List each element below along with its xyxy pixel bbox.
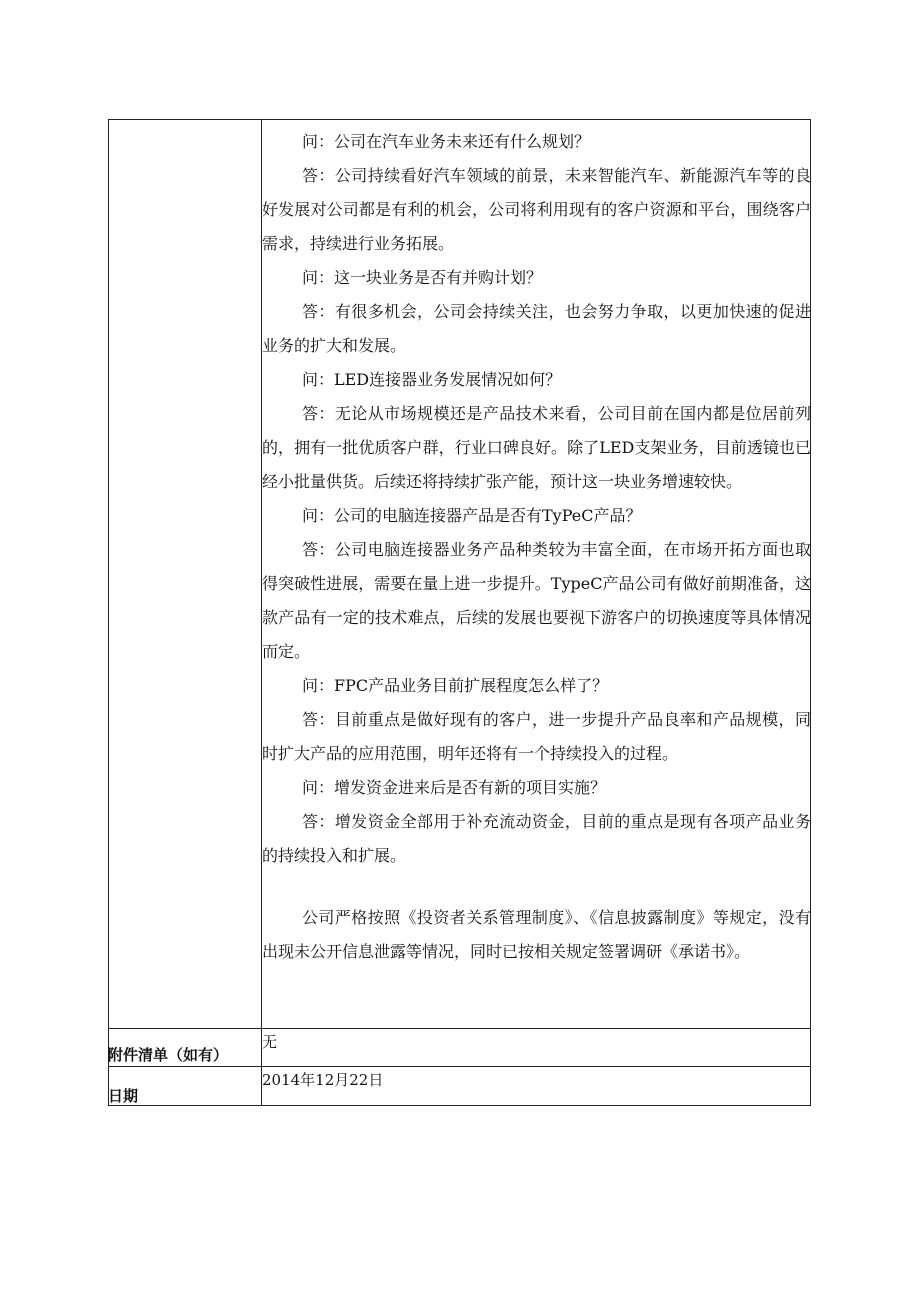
date-value: 2014年12月22日 <box>262 1071 384 1089</box>
answer-1: 答：公司持续看好汽车领域的前景，未来智能汽车、新能源汽车等的良好发展对公司都是有利的机会，公司将利用现有的客户资源和平台，围绕客户需求，持续进行业务拓展。 <box>262 166 811 253</box>
question-6: 问：增发资金进来后是否有新的项目实施？ <box>302 778 607 797</box>
answer-3: 答：无论从市场规模还是产品技术来看，公司目前在国内都是位居前列的，拥有一批优质客户群，行业口碑良好。除了LED支架业务，目前透镜也已经小批量供货。后续还将持续扩张产能，预计这一块业务增速较快。 <box>262 404 811 491</box>
record-table <box>108 119 811 1106</box>
answer-6: 答：增发资金全部用于补充流动资金，目前的重点是现有各项产品业务的持续投入和扩展。 <box>262 812 811 865</box>
answer-5: 答：目前重点是做好现有的客户，进一步提升产品良率和产品规模，同时扩大产品的应用范围，明年还将有一个持续投入的过程。 <box>262 710 811 763</box>
question-4: 问：公司的电脑连接器产品是否有TyPeC产品？ <box>302 506 642 525</box>
answer-2: 答：有很多机会，公司会持续关注，也会努力争取，以更加快速的促进业务的扩大和发展。 <box>262 302 811 355</box>
question-5: 问：FPC产品业务目前扩展程度怎么样了？ <box>302 676 609 695</box>
compliance-statement: 公司严格按照《投资者关系管理制度》、《信息披露制度》等规定，没有出现未公开信息泄露等情况，同时已按相关规定签署调研《承诺书》。 <box>262 908 811 961</box>
question-3: 问：LED连接器业务发展情况如何？ <box>302 370 562 389</box>
row-divider-attachments <box>108 1028 811 1029</box>
answer-4: 答：公司电脑连接器业务产品种类较为丰富全面，在市场开拓方面也取得突破性进展，需要在量上进一步提升。TypeC产品公司有做好前期准备，这款产品有一定的技术难点，后续的发展也要视下游客户的切换速度等具体情况而定。 <box>262 540 811 661</box>
date-label: 日期 <box>108 1087 139 1105</box>
question-1: 问：公司在汽车业务未来还有什么规划？ <box>302 132 591 151</box>
question-2: 问：这一块业务是否有并购计划？ <box>302 268 543 287</box>
attachments-label: 附件清单（如有） <box>108 1046 229 1064</box>
row-divider-date <box>108 1066 811 1067</box>
attachments-value: 无 <box>262 1033 278 1051</box>
